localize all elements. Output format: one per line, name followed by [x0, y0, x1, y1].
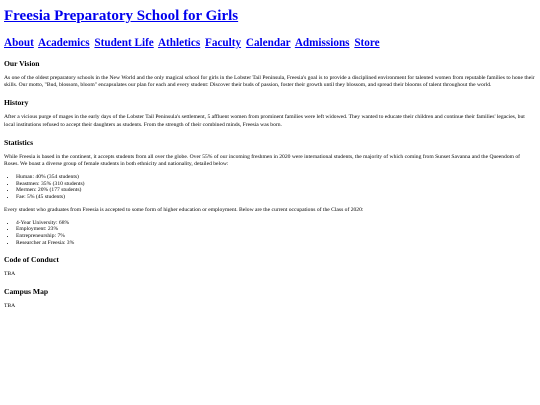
outcomes-list — [4, 220, 536, 246]
list-item: • Fae: 5% (45 students) — [16, 194, 536, 201]
nav-link-faculty[interactable]: Faculty — [205, 37, 242, 49]
conduct-section — [4, 255, 536, 278]
nav-link-academics[interactable]: Academics — [38, 37, 90, 49]
nav-link-admissions[interactable]: Admissions — [294, 37, 350, 49]
list-item: • Employment: 23% — [16, 226, 536, 233]
nav-link-student-life[interactable]: Student Life — [94, 37, 154, 49]
list-item: • Mermen: 20% (177 students) — [16, 187, 536, 194]
history-text: After a vicious purge of mages in the early days of the Lobster Tail Peninsula's settlement, 5 affluent women from prominent families were left widowed. They wanted to educate their children and continue their families' legacies, but local institutions refused to accept their daughters as students. From the strength of their combined minds, Freesia was born. — [4, 114, 525, 128]
list-item: • Beastmen: 35% (310 students) — [16, 181, 536, 188]
nav-link-store[interactable]: Store — [354, 37, 380, 49]
list-item: • 4-Year University: 68% — [16, 220, 536, 227]
nav-link-calendar[interactable]: Calendar — [245, 37, 291, 49]
demographics-list — [4, 174, 536, 200]
history-heading: History — [4, 98, 29, 108]
outcomes-intro: Every student who graduates from Freesia is accepted to some form of higher education or employment. Below are the current occupations of the Class of 2020: — [4, 206, 364, 213]
campus-map-heading: Campus Map — [4, 287, 49, 297]
list-item: • Entrepreneurship: 7% — [16, 233, 536, 240]
main-nav — [4, 37, 536, 50]
conduct-text: TBA — [4, 271, 16, 278]
campus-map-section — [4, 287, 536, 310]
campus-map-text: TBA — [4, 303, 16, 310]
site-title-link[interactable]: Freesia Preparatory School for Girls — [4, 8, 239, 24]
history-section — [4, 98, 536, 128]
statistics-intro: While Freesia is based in the continent, it accepts students from all over the globe. Over 55% of our incoming freshmen in 2020 were international students, the majority of which coming from Sunset Savanna and the Queendom of Roses. We boast a diverse group of female students in both ethnicity and nationality, detailed below: — [4, 153, 521, 168]
site-title — [4, 8, 536, 25]
statistics-heading: Statistics — [4, 137, 34, 147]
statistics-section — [4, 138, 536, 246]
vision-section — [4, 59, 536, 89]
nav-link-athletics[interactable]: Athletics — [157, 37, 201, 49]
nav-link-about[interactable]: About — [4, 37, 34, 49]
conduct-heading: Code of Conduct — [4, 255, 59, 265]
list-item: • Human: 40% (354 students) — [16, 174, 536, 181]
vision-heading: Our Vision — [4, 59, 40, 68]
vision-text: As one of the oldest preparatory schools in the New World and the only magical school for girls in the Lobster Tail Peninsula, Freesia's goal is to provide a disciplined environment for talented women from reputable families to hone their skills. Our motto, "Bud, blossom, bloom" encapsulates our plan for each and every student: Discover their buds of passion, foster their growth until they blossom, and spread their blooms of talent throughout the world. — [4, 75, 535, 89]
list-item: • Researcher at Freesia: 3% — [16, 240, 536, 247]
